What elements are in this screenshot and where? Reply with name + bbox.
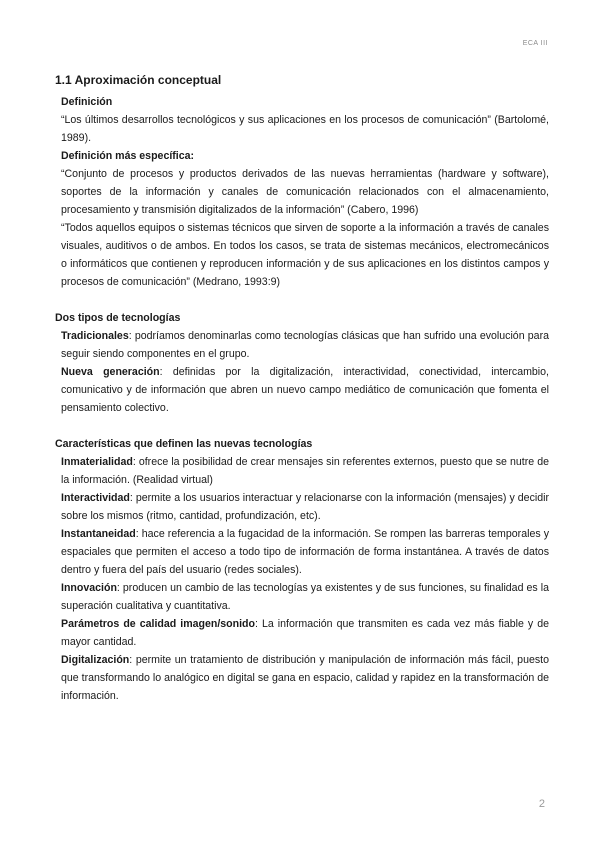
list-item-text: : producen un cambio de las tecnologías ya existentes y de sus funciones, su finalidad es la superación cualitativa y cuantitativa. (61, 582, 549, 612)
list-item-text: : podríamos denominarlas como tecnologías clásicas que han sufrido una evolución para seguir siendo componentes en el grupo. (61, 330, 549, 360)
page-number: 2 (538, 798, 545, 810)
specific-definition-quote-1: “Conjunto de procesos y productos derivados de las nuevas herramientas (hardware y software), soportes de la información y canales de comunicación relacionados con el almacenamiento, procesamiento y transmisión digitalizados de la información” (Cabero, 1996) (61, 168, 549, 216)
list-item-term: Nueva generación (61, 366, 160, 378)
specific-definition-quote-2: “Todos aquellos equipos o sistemas técnicos que sirven de soporte a la información a través de canales visuales, auditivos o de ambos. En todos los casos, se trata de sistemas mecánicos, electromecánicos o informáticos que contienen y reproducen información y de sus aplicaciones en los distintos campos y procesos de comunicación” (Medrano, 1993:9) (61, 222, 549, 288)
list-item (61, 651, 549, 705)
list-item (61, 327, 549, 363)
characteristics-heading: Características que definen las nuevas tecnologías (55, 438, 313, 450)
list-item-term: Innovación (61, 582, 117, 594)
list-item-text: : La información que transmiten es cada vez más fiable y de mayor cantidad. (61, 618, 549, 648)
two-types-list (55, 327, 549, 417)
specific-definition-heading: Definición más específica: (61, 150, 195, 162)
list-item-text: : definidas por la digitalización, interactividad, conectividad, intercambio, comunicativo y de información que abren un nuevo campo mediático de comunicación que fomenta el pensamiento colectivo. (61, 366, 549, 414)
list-item (61, 579, 549, 615)
list-item-term: Interactividad (61, 492, 130, 504)
list-item-text: : permite un tratamiento de distribución y manipulación de información más fácil, puesto que transformando lo analógico en digital se gana en espacio, calidad y rapidez en la transformación de información. (61, 654, 549, 702)
list-item (61, 453, 549, 489)
two-types-heading: Dos tipos de tecnologías (55, 312, 181, 324)
list-item-term: Digitalización (61, 654, 130, 666)
list-item (61, 615, 549, 651)
page-header: ECA III (522, 40, 548, 47)
definition-block (55, 93, 549, 291)
list-item-term: Instantaneidad (61, 528, 136, 540)
document-body (55, 72, 549, 705)
list-item-term: Tradicionales (61, 330, 129, 342)
list-item (61, 363, 549, 417)
list-item-term: Inmaterialidad (61, 456, 133, 468)
list-item-text: : permite a los usuarios interactuar y relacionarse con la información (mensajes) y decidir sobre los mismos (ritmo, cantidad, profundización, etc). (61, 492, 549, 522)
list-item-term: Parámetros de calidad imagen/sonido (61, 618, 255, 630)
definition-text: “Los últimos desarrollos tecnológicos y sus aplicaciones en los procesos de comunicación” (Bartolomé, 1989). (61, 114, 549, 144)
list-item (61, 489, 549, 525)
list-item-text: : ofrece la posibilidad de crear mensajes sin referentes externos, puesto que se nutre de la información. (Realidad virtual) (61, 456, 549, 486)
list-item-text: : hace referencia a la fugacidad de la información. Se rompen las barreras temporales y espaciales que permiten el acceso a todo tipo de información de forma instantánea. A través de datos dentro y fuera del país del usuario (redes sociales). (61, 528, 549, 576)
section-title: 1.1 Aproximación conceptual (55, 73, 222, 87)
definition-heading: Definición (61, 96, 113, 108)
list-item (61, 525, 549, 579)
characteristics-list (55, 453, 549, 705)
